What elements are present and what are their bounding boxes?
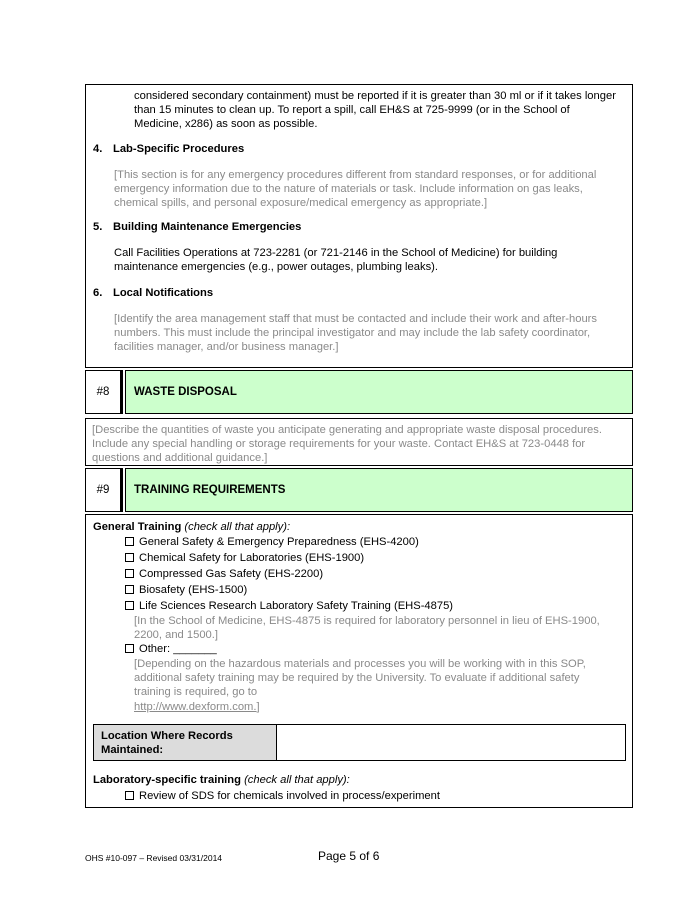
section-title: TRAINING REQUIREMENTS [134, 483, 286, 496]
waste-disposal-header [85, 370, 633, 414]
section-6-heading [93, 286, 213, 300]
section-number: #8 [96, 385, 110, 398]
label-hint: (check all that apply): [244, 774, 350, 786]
text-line: numbers. This must include the principal investigator and may include the lab safety coordinator, [114, 327, 591, 340]
training-link[interactable]: http://www.dexform.com.] [134, 700, 260, 713]
text-line: [In the School of Medicine, EHS-4875 is required for laboratory personnel in lieu of EHS-1900, [134, 615, 600, 627]
section-number: #9 [96, 483, 110, 496]
item-label: Other: _______ [139, 643, 217, 655]
item-label: Compressed Gas Safety (EHS-2200) [139, 568, 324, 580]
records-location-label [94, 725, 277, 760]
item-label: Life Sciences Research Laboratory Safety Training (EHS-4875) [139, 600, 454, 612]
training-item-other[interactable] [125, 642, 217, 656]
text-line: questions and additional guidance.] [92, 452, 268, 465]
checkbox[interactable] [125, 537, 134, 546]
text-line: Call Facilities Operations at 723-2281 (or 721-2146 in the School of Medicine) for building [114, 247, 558, 259]
label-line: Location Where Records [101, 730, 233, 742]
records-location-field[interactable] [278, 725, 625, 760]
section-number-cell [85, 370, 123, 414]
section-4-body [114, 168, 629, 211]
waste-disposal-box [85, 418, 633, 466]
general-training-label [93, 520, 290, 534]
life-sciences-note [134, 614, 614, 642]
text-line: maintenance emergencies (e.g., power outages, plumbing leaks). [114, 261, 438, 274]
text-line: [Identify the area management staff that must be contacted and include their work and after-hours [114, 313, 598, 325]
checkbox[interactable] [125, 569, 134, 578]
text-line: additional safety training may be required by the University. To evaluate if additional safety [134, 672, 580, 685]
checkbox[interactable] [125, 553, 134, 562]
text-line: considered secondary containment) must be reported if it is greater than 30 ml or if it takes longer [134, 90, 616, 102]
training-item[interactable] [125, 551, 364, 565]
training-requirements-header [85, 468, 633, 512]
section-title: Building Maintenance Emergencies [113, 221, 302, 233]
lab-specific-training-label [93, 773, 350, 787]
checkbox[interactable] [125, 644, 134, 653]
item-label: General Safety & Emergency Preparedness (EHS-4200) [139, 536, 419, 548]
lab-training-item[interactable] [125, 789, 440, 803]
section-number: 5. [93, 221, 103, 233]
records-location-table [93, 724, 626, 761]
section-6-body [114, 312, 629, 355]
label-line: Maintained: [101, 744, 164, 756]
checkbox[interactable] [125, 585, 134, 594]
section-title: Lab-Specific Procedures [113, 143, 245, 155]
text-line: [This section is for any emergency procedures different from standard responses, or for additional [114, 169, 597, 181]
training-item[interactable] [125, 535, 419, 549]
other-training-note [134, 657, 614, 714]
section-number: 4. [93, 143, 103, 155]
text-line: [Describe the quantities of waste you anticipate generating and appropriate waste disposal procedures. [92, 424, 602, 436]
training-item[interactable] [125, 599, 453, 613]
text-line: training is required, go to [134, 686, 258, 699]
training-requirements-box [85, 514, 633, 808]
page-number: Page 5 of 6 [318, 849, 380, 863]
section-number: 6. [93, 287, 103, 299]
section-5-body [114, 246, 629, 274]
text-line: 2200, and 1500.] [134, 629, 218, 642]
label-text: General Training [93, 521, 182, 533]
section-5-heading [93, 220, 301, 234]
text-line: Medicine, x286) as soon as possible. [134, 118, 318, 131]
section-title-cell [125, 468, 633, 512]
text-line: [Depending on the hazardous materials and processes you will be working with in this SOP, [134, 658, 586, 670]
training-item[interactable] [125, 567, 323, 581]
section-title-cell [125, 370, 633, 414]
text-line: Include any special handling or storage requirements for your waste. Contact EH&S at 723-0448 for [92, 438, 586, 451]
spill-reporting-text [134, 89, 629, 132]
document-revision: OHS #10-097 – Revised 03/31/2014 [85, 853, 223, 863]
item-label: Chemical Safety for Laboratories (EHS-1900) [139, 552, 365, 564]
item-label: Biosafety (EHS-1500) [139, 584, 248, 596]
text-line: emergency information due to the nature of materials or task. Include information on gas leaks, [114, 183, 583, 196]
text-line: than 15 minutes to clean up. To report a spill, call EH&S at 725-9999 (or in the School of [134, 104, 570, 117]
emergency-procedures-box [85, 84, 633, 368]
section-4-heading [93, 142, 244, 156]
label-text: Laboratory-specific training [93, 774, 241, 786]
section-title: WASTE DISPOSAL [134, 385, 237, 398]
label-hint: (check all that apply): [184, 521, 291, 533]
checkbox[interactable] [125, 601, 134, 610]
section-number-cell [85, 468, 123, 512]
section-title: Local Notifications [113, 287, 214, 299]
checkbox[interactable] [125, 791, 134, 800]
training-item[interactable] [125, 583, 247, 597]
text-line: facilities manager, and/or business manager.] [114, 341, 339, 354]
item-label: Review of SDS for chemicals involved in process/experiment [139, 790, 440, 802]
text-line: chemical spills, and personal exposure/medical emergency as appropriate.] [114, 197, 488, 210]
